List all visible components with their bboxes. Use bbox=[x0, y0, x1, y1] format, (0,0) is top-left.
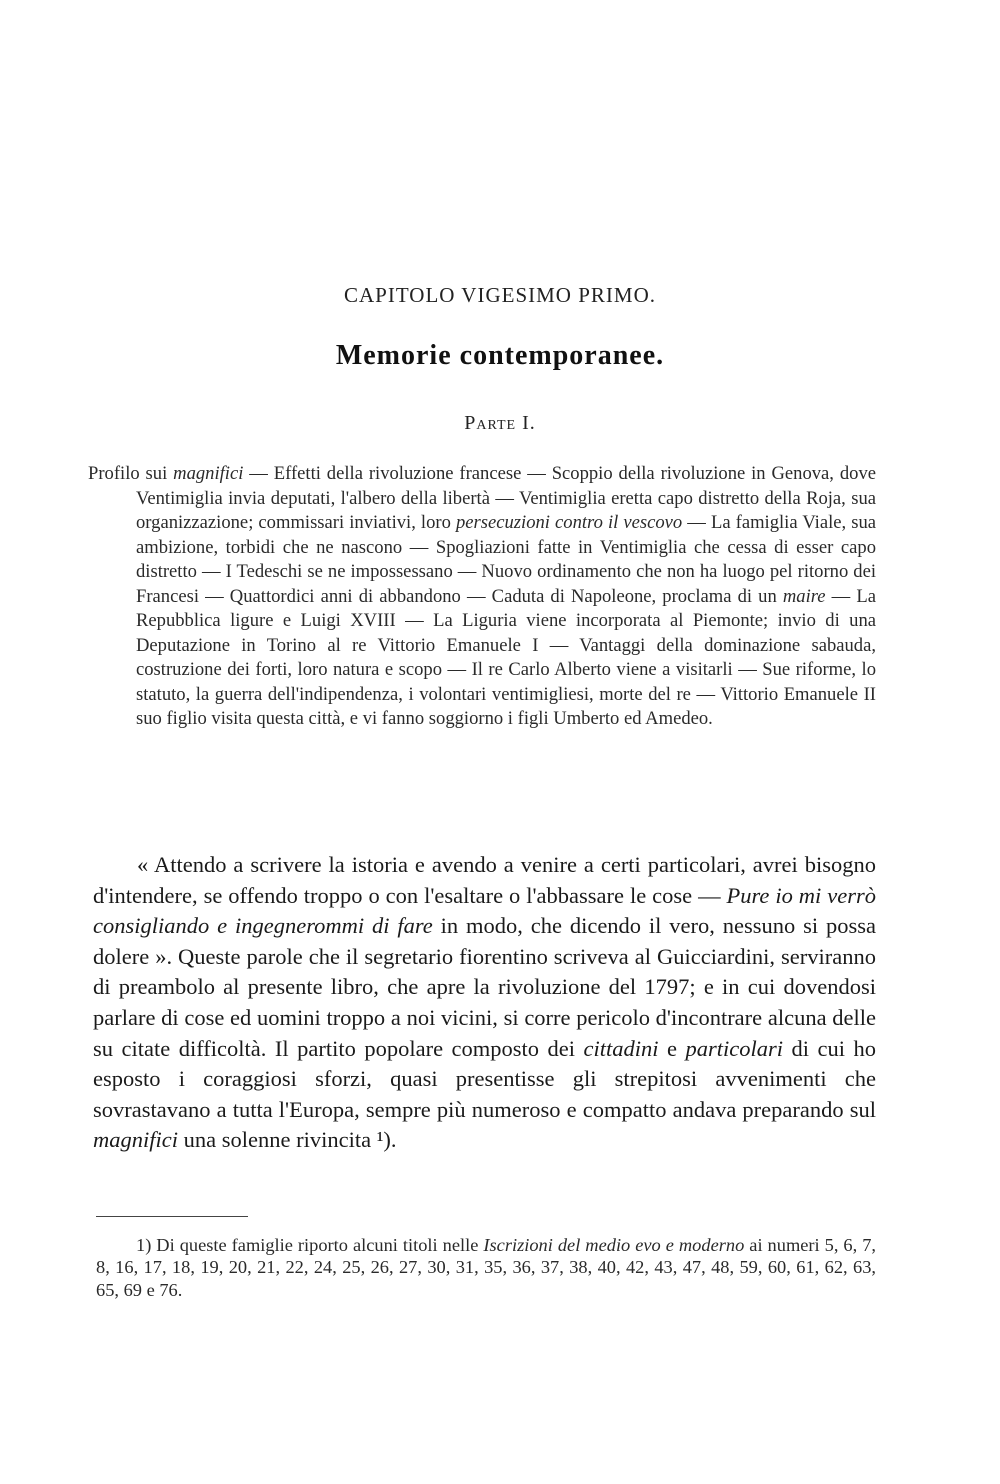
body-italic: cittadini bbox=[583, 1035, 659, 1061]
summary-italic: magnifici bbox=[173, 463, 244, 484]
summary-text: Profilo sui bbox=[88, 463, 174, 484]
body-italic: Pure io mi verrò consigliando e ingegnerommi di fare bbox=[93, 882, 876, 939]
body-text: e bbox=[658, 1035, 686, 1061]
body-paragraph bbox=[93, 850, 876, 1156]
footnote-text: ai numeri 5, 6, 7, 8, 16, 17, 18, 19, 20, 21, 22, 24, 25, 26, 27, 30, 31, 35, 36, 37, 38, 40, 42, 43, 47, 48, 59, 60, 61, 62, 63, 65, 69 e 76. bbox=[96, 1235, 876, 1300]
body-italic: magnifici bbox=[93, 1127, 178, 1153]
summary-text: — La famiglia Viale, sua ambizione, torbidi che ne nascono — Spogliazioni fatte in Ventimiglia che cessa di esser capo distretto — I Tedeschi se ne impossessano — Nuovo ordinamento che non ha luogo pel ritorno dei Francesi — Quattordici anni di abbandono — Caduta di Napoleone, proclama di un bbox=[136, 512, 877, 607]
footnote-text: 1) Di queste famiglie riporto alcuni titoli nelle bbox=[136, 1235, 484, 1255]
footnote bbox=[96, 1234, 876, 1301]
part-heading: Parte I. bbox=[464, 412, 536, 434]
chapter-title: Memorie contemporanee. bbox=[335, 340, 665, 371]
body-text: in modo, che dicendo il vero, nessuno si possa dolere ». Queste parole che il segretario fiorentino scriveva al Guicciardini, serviranno di preambolo al presente libro, che apre la rivoluzione del 1797; e in cui dovendosi parlare di cose ed uomini troppo a noi vicini, si corre pericolo d'incontrare alcuna delle su citate difficoltà. Il partito popolare composto dei bbox=[93, 913, 877, 1061]
summary-text: — Effetti della rivoluzione francese — Scoppio della rivoluzione in Genova, dove Ventimiglia invia deputati, l'albero della libertà — Ventimiglia eretta capo distretto della Roja, sua organizzazione; commissari inviativi, loro bbox=[136, 463, 876, 533]
summary-italic: persecuzioni contro il vescovo bbox=[455, 512, 683, 533]
body-italic: particolari bbox=[685, 1035, 784, 1061]
chapter-summary bbox=[88, 462, 876, 732]
chapter-heading: CAPITOLO VIGESIMO PRIMO. bbox=[343, 283, 656, 307]
body-text: una solenne rivincita ¹). bbox=[178, 1127, 397, 1153]
body-text: di cui ho esposto i coraggiosi sforzi, quasi presentisse gli strepitosi avvenimenti che sovrastavano a tutta l'Europa, sempre più numeroso e compatto andava preparando sul bbox=[93, 1035, 876, 1122]
summary-italic: maire bbox=[782, 585, 826, 607]
footnote-divider bbox=[96, 1216, 248, 1217]
body-text: « Attendo a scrivere la istoria e avendo a venire a certi particolari, avrei bisogno d'intendere, se offendo troppo o con l'esaltare o l'abbassare le cose — bbox=[93, 852, 876, 908]
summary-text: — La Repubblica ligure e Luigi XVIII — La Liguria viene incorporata al Piemonte; invio di una Deputazione in Torino al re Vittorio Emanuele I — Vantaggi della dominazione sabauda, costruzione dei forti, loro natura e scopo — Il re Carlo Alberto viene a visitarli — Sue riforme, lo statuto, la guerra dell'indipendenza, i volontari ventimigliesi, morte del re — Vittorio Emanuele II suo figlio visita questa città, e vi fanno soggiorno i figli Umberto ed Amedeo. bbox=[136, 585, 876, 729]
footnote-italic: Iscrizioni del medio evo e moderno bbox=[483, 1235, 745, 1255]
